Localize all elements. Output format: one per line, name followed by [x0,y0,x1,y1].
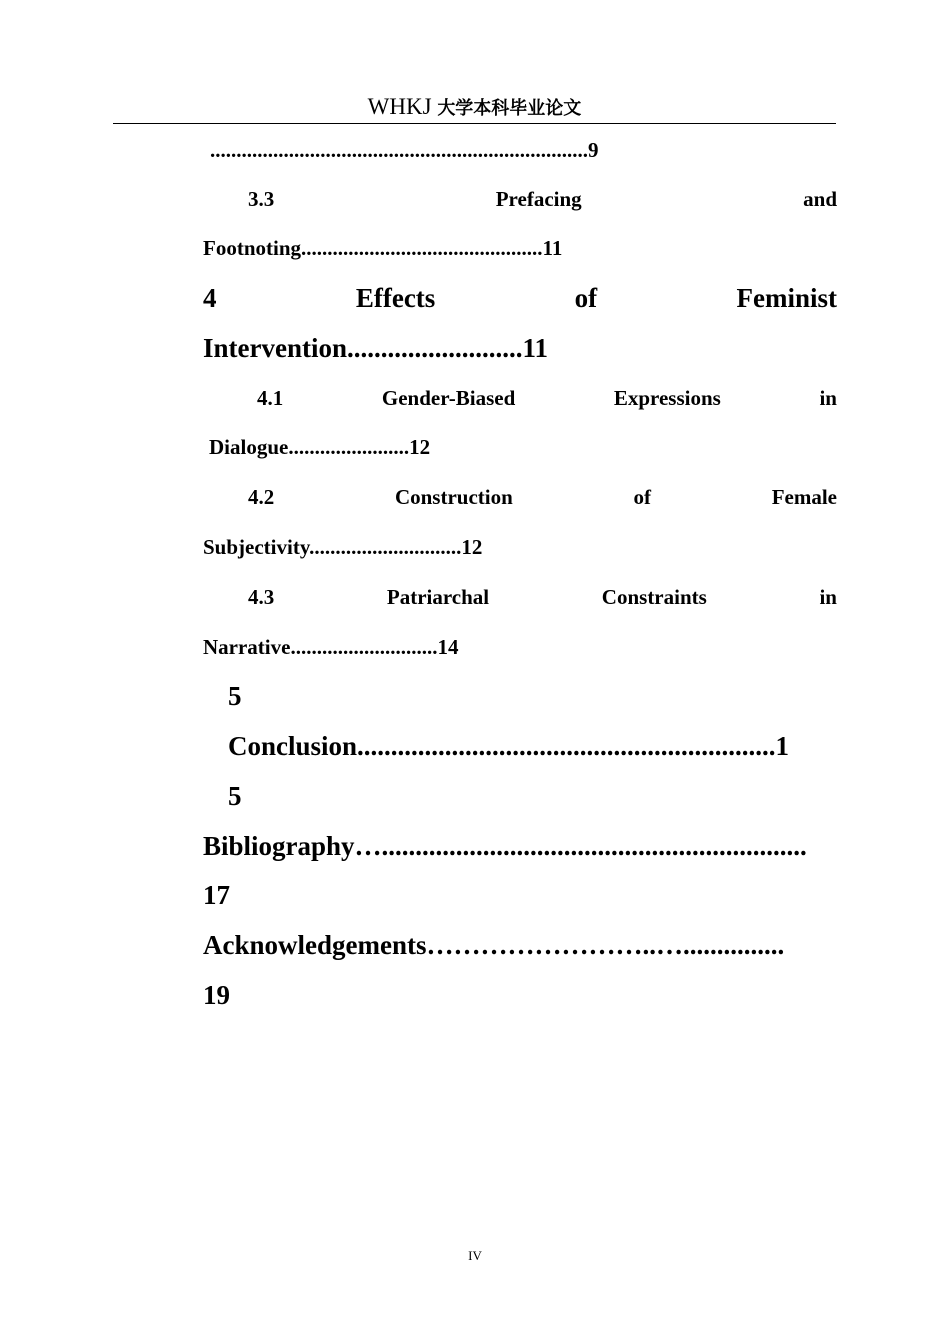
toc-entry-word: Constraints [601,585,707,609]
header-chinese: 大学本科毕业论文 [437,98,582,119]
toc-chapter-5-number[interactable]: 5 [228,681,242,711]
page-number: IV [468,1248,482,1263]
toc-entry-4-3[interactable] [203,585,837,610]
toc-entry-4-2[interactable] [203,485,837,510]
toc-chapter-5-title[interactable]: Conclusion..............................................................1 [228,731,790,761]
toc-entry-3-3[interactable] [203,187,837,212]
toc-acknowledgements[interactable]: Acknowledgements……………………..…............... [203,930,785,960]
toc-entry-number: 4.1 [257,386,284,410]
toc-entry-word: Expressions [613,386,721,410]
toc-entry-number: 4.3 [248,585,275,609]
toc-prev-dots: ........................................................................9 [210,138,599,162]
toc-entry-word: Gender-Biased [381,386,516,410]
toc-entry-number: 3.3 [248,187,275,211]
toc-bibliography-page[interactable]: 17 [203,880,230,910]
toc-chapter-5-page[interactable]: 5 [228,781,242,811]
toc-entry-4-3-continued[interactable]: Narrative............................14 [203,635,459,659]
toc-entry-word: and [803,187,837,211]
toc-entry-4-2-continued[interactable]: Subjectivity.............................12 [203,535,483,559]
toc-chapter-word: of [574,283,598,313]
header-latin: WHKJ [367,94,438,119]
toc-chapter-word: Effects [355,283,436,313]
toc-chapter-number: 4 [203,283,217,313]
toc-entry-word: Patriarchal [386,585,490,609]
toc-entry-word: in [819,386,837,410]
toc-entry-4-1[interactable] [203,386,837,411]
toc-chapter-4-continued[interactable]: Intervention..........................11 [203,333,549,363]
toc-entry-word: of [633,485,651,509]
toc-chapter-word: Feminist [736,283,837,313]
toc-entry-number: 4.2 [248,485,275,509]
toc-entry-word: in [819,585,837,609]
toc-entry-word: Construction [394,485,513,509]
toc-entry-3-3-continued[interactable]: Footnoting..............................................11 [203,236,563,260]
toc-chapter-4[interactable] [203,283,837,314]
toc-bibliography[interactable]: Bibliography…............................................................... [203,831,807,861]
toc-entry-word: Prefacing [495,187,582,211]
toc-acknowledgements-page[interactable]: 19 [203,980,230,1010]
toc-entry-4-1-continued[interactable]: Dialogue.......................12 [209,435,431,459]
toc-entry-word: Female [771,485,837,509]
running-header [113,92,836,124]
